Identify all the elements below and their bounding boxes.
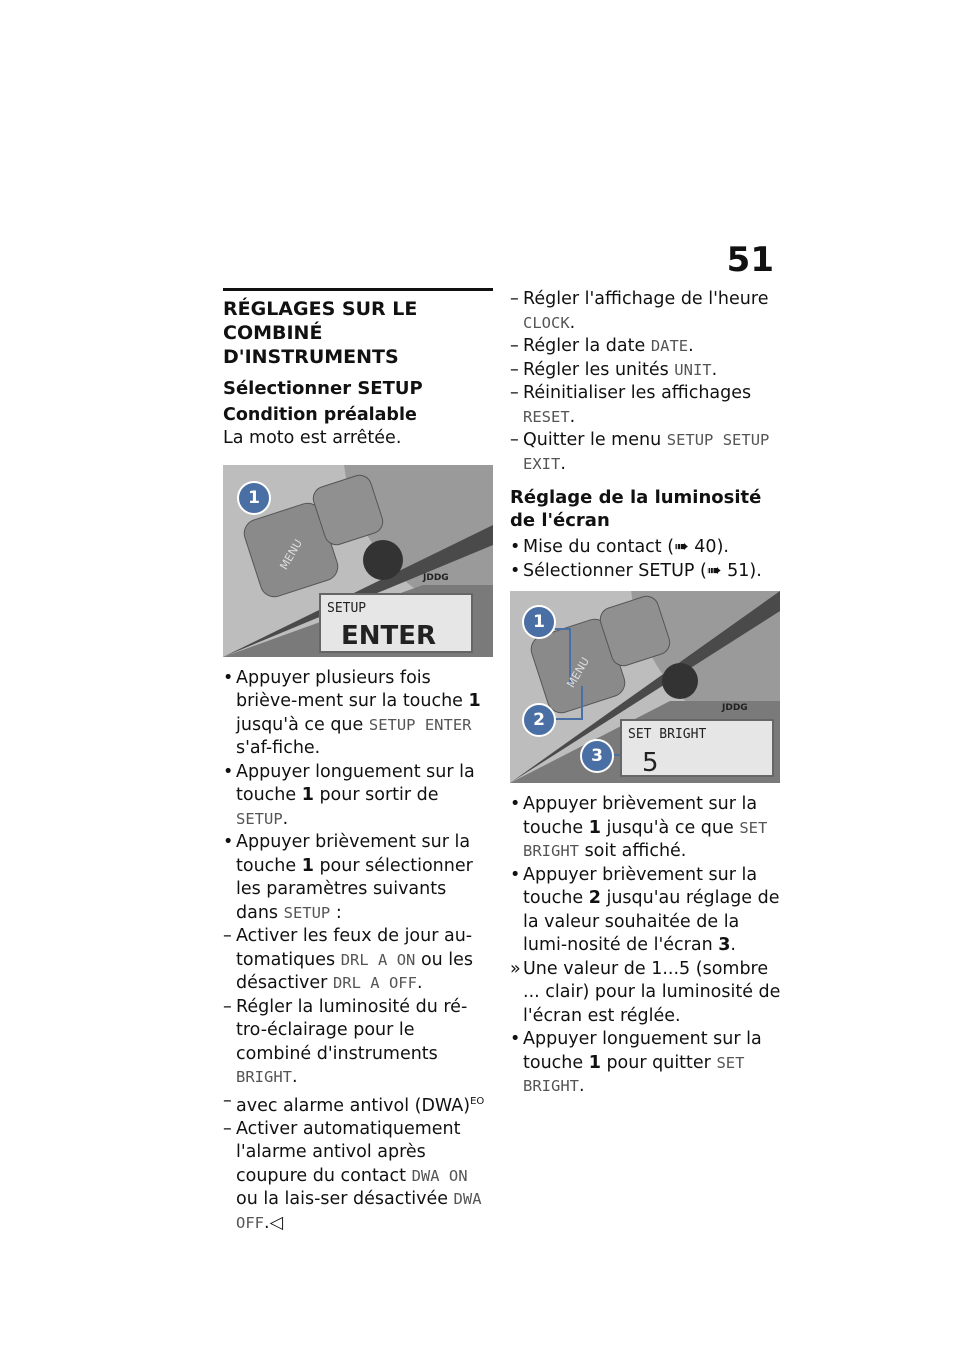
step-text: Réinitialiser les affichages	[523, 383, 752, 403]
step-text: .	[688, 336, 694, 356]
step-text: .	[560, 453, 566, 474]
bullet-icon: •	[510, 1029, 521, 1049]
list-item	[223, 925, 493, 996]
result-item: » Une valeur de 1...5 (sombre ... clair) pour la luminosité de l'écran est réglée.	[510, 958, 781, 1026]
dash-icon: –	[223, 926, 232, 946]
right-steps-list	[510, 793, 782, 958]
dash-icon: –	[510, 289, 519, 309]
list-item	[510, 560, 782, 584]
option-code: EO	[470, 1095, 485, 1107]
dash-icon: –	[510, 359, 519, 380]
menu-button-label: MENU	[564, 655, 592, 691]
step-text: .	[579, 1076, 585, 1096]
display-text: SET BRIGHT	[523, 1053, 745, 1095]
key-number: 1	[588, 1052, 601, 1073]
list-item	[223, 1118, 493, 1236]
callout-1: 1	[522, 605, 556, 639]
display-text: RESET	[523, 407, 570, 426]
display-text: DRL A OFF	[332, 974, 417, 992]
step-text: Régler la luminosité du ré-tro-éclairage pour le combiné d'instruments	[236, 996, 468, 1064]
key-number: 1	[588, 817, 601, 838]
list-item	[510, 335, 782, 359]
step-text: .◁	[264, 1212, 284, 1233]
step-text: .	[292, 1067, 298, 1087]
step-text: jusqu'à ce que	[236, 714, 369, 735]
left-steps-list	[223, 667, 493, 926]
list-item	[223, 667, 493, 761]
step-text: :	[330, 902, 342, 923]
lcd-bottom-text: 5	[642, 747, 659, 778]
subsection-title: Sélectionner SETUP	[223, 378, 423, 399]
list-item	[510, 429, 782, 476]
display-text: BRIGHT	[236, 1068, 292, 1086]
display-text: SETUP SETUP EXIT	[523, 431, 770, 473]
step-text: Appuyer brièvement sur la touche	[523, 794, 758, 838]
sub-steps-continued	[510, 288, 782, 476]
step-text: .	[569, 406, 576, 427]
step-text: ou la lais-ser désactivée	[236, 1189, 454, 1210]
display-text: SET BRIGHT	[523, 818, 768, 860]
left-column	[223, 288, 493, 1235]
right-column	[510, 288, 782, 1099]
dash-icon: –	[223, 996, 232, 1017]
step-text: .	[711, 359, 718, 380]
lcd-top-text: SET BRIGHT	[628, 727, 707, 742]
step-text: Appuyer longuement sur la touche	[523, 1029, 762, 1073]
key-number: 3	[718, 935, 731, 955]
callout-2: 2	[522, 703, 556, 737]
list-item	[223, 761, 493, 832]
display-text: CLOCK	[523, 313, 570, 332]
step-text: s'af-fiche.	[236, 738, 321, 758]
lcd-display	[319, 593, 473, 653]
step-text: .	[282, 808, 289, 829]
key-number: 1	[301, 785, 314, 805]
lcd-bottom-text: ENTER	[341, 621, 437, 651]
step-text: jusqu'au réglage de la valeur souhaitée de la lumi-nosité de l'écran	[523, 888, 780, 955]
step-text: pour sélectionner les paramètres suivants dans	[236, 855, 473, 923]
page-number: 51	[726, 240, 774, 280]
step-text: Activer les feux de jour au-tomatiques	[236, 926, 473, 970]
bullet-icon: •	[223, 832, 234, 852]
bullet-icon: •	[223, 761, 234, 782]
step-text: soit affiché.	[579, 841, 687, 861]
step-text: avec alarme antivol (DWA)	[236, 1095, 471, 1116]
lcd-top-text: SETUP	[327, 600, 367, 616]
callout-1: 1	[237, 481, 271, 515]
list-item	[510, 536, 782, 560]
display-text: DWA OFF	[236, 1190, 482, 1232]
step-text: Appuyer brièvement sur la touche	[236, 832, 471, 876]
step-text: Appuyer plusieurs fois briève-ment sur la touche	[236, 667, 469, 711]
page-ref-arrow-icon: ➠	[706, 560, 722, 581]
final-step	[510, 1028, 782, 1099]
lcd-display	[620, 719, 774, 777]
list-item	[510, 382, 782, 429]
step-text: Régler l'affichage de l'heure	[523, 289, 769, 309]
list-item	[510, 793, 782, 864]
page-ref: 51).	[721, 560, 762, 581]
step-text: jusqu'à ce que	[600, 817, 740, 838]
display-text: SETUP	[283, 903, 331, 922]
dash-icon: –	[223, 1118, 232, 1139]
step-text: Régler les unités	[523, 359, 675, 380]
step-text: pour sortir de	[313, 785, 439, 805]
list-item	[510, 288, 782, 335]
display-text: DRL A ON	[340, 950, 416, 969]
page-ref-arrow-icon: ➠	[674, 537, 689, 557]
setup-enter-figure	[223, 465, 493, 657]
prep-steps-list	[510, 536, 782, 583]
display-text: SETUP	[236, 809, 283, 828]
display-text: DWA ON	[411, 1166, 468, 1185]
menu-button-label: MENU	[277, 536, 305, 572]
step-text: ou les désactiver	[236, 949, 474, 993]
sub-steps-list	[223, 925, 493, 1235]
list-item	[223, 831, 493, 925]
bullet-icon: •	[510, 794, 521, 814]
dash-icon: –	[510, 336, 519, 356]
step-text: .	[730, 935, 736, 955]
bullet-icon: •	[510, 864, 521, 885]
display-text: DATE	[650, 337, 689, 355]
page-ref: 40).	[688, 537, 729, 557]
step-text: .	[569, 312, 576, 333]
sensor-badge: JDDG	[423, 572, 449, 583]
bullet-icon: •	[510, 537, 521, 557]
dash-icon: –	[510, 383, 519, 403]
precondition-title: Condition préalable	[223, 405, 417, 425]
sensor-badge: JDDG	[722, 703, 748, 713]
step-text: Quitter le menu	[523, 430, 667, 450]
step-text: Appuyer brièvement sur la touche	[523, 864, 758, 908]
set-bright-figure	[510, 591, 780, 783]
dash-icon: –	[510, 430, 519, 450]
key-number: 1	[301, 855, 314, 876]
step-text: Sélectionner SETUP (	[523, 560, 707, 581]
list-item	[510, 359, 782, 383]
precondition-text: La moto est arrêtée.	[223, 428, 402, 448]
bullet-icon: •	[510, 560, 521, 581]
list-item	[223, 996, 493, 1090]
brightness-section-title: Réglage de la luminosité de l'écran	[510, 487, 762, 531]
list-item	[510, 1028, 782, 1099]
display-text: SETUP ENTER	[368, 715, 472, 734]
section-title: RÉGLAGES SUR LE COMBINÉ D'INSTRUMENTS	[223, 298, 418, 368]
section-rule	[223, 288, 493, 291]
list-item	[510, 864, 782, 958]
step-text: .	[416, 973, 423, 993]
dash-icon: –	[223, 1090, 232, 1111]
result-arrow-icon: »	[510, 958, 521, 979]
step-text: Appuyer longuement sur la touche	[236, 761, 475, 805]
step-text: Mise du contact (	[523, 537, 675, 557]
step-text: Régler la date	[523, 336, 651, 356]
step-text: Activer automatiquement l'alarme antivol après coupure du contact	[236, 1118, 461, 1186]
display-text: UNIT	[674, 360, 712, 379]
list-item	[223, 1090, 493, 1118]
key-number: 1	[468, 691, 481, 711]
step-text: pour quitter	[600, 1052, 717, 1073]
key-number: 2	[588, 888, 601, 908]
bullet-icon: •	[223, 667, 234, 688]
callout-3: 3	[580, 739, 614, 773]
